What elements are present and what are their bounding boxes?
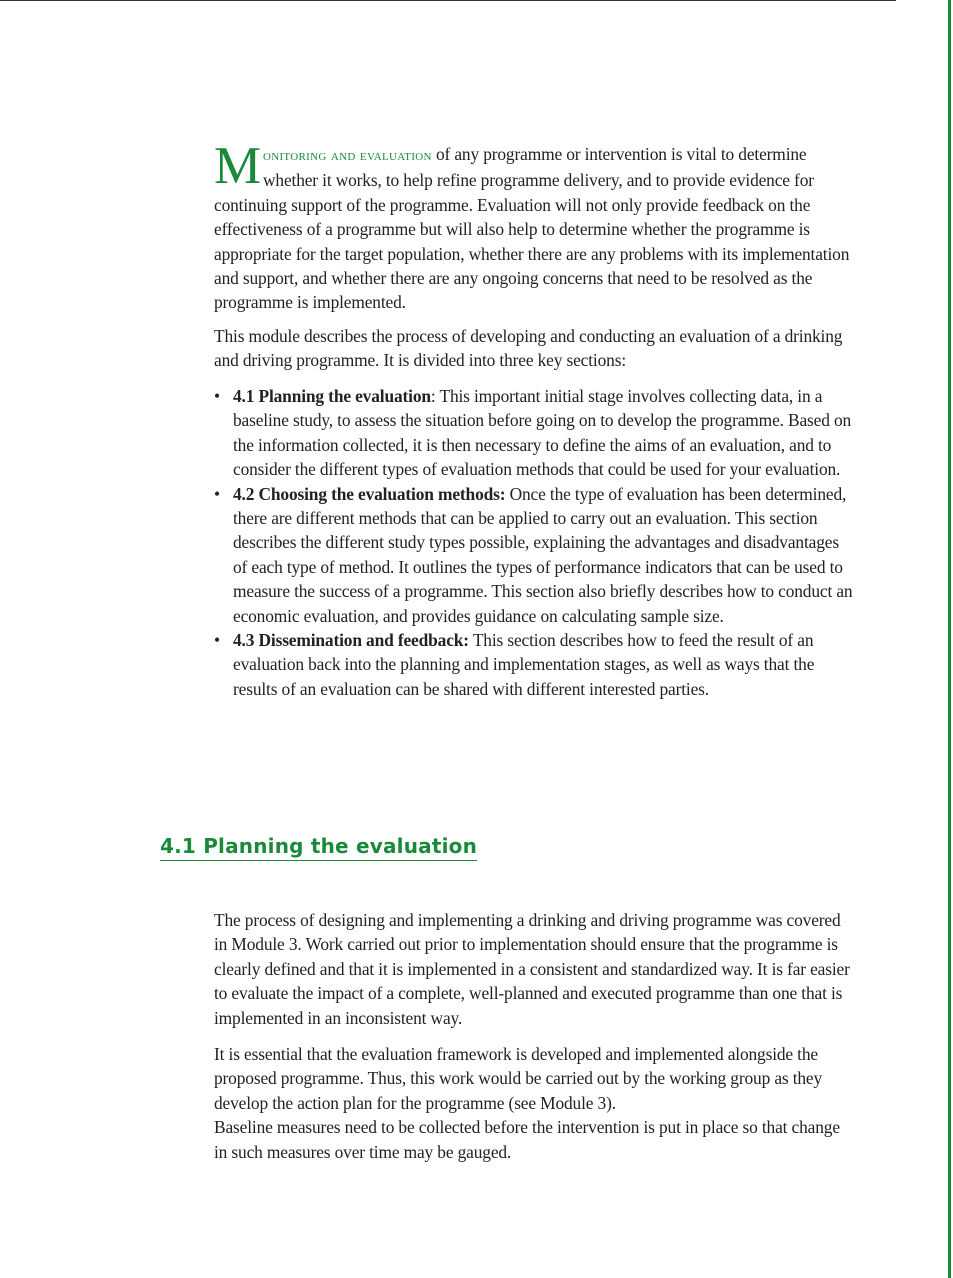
module-description	[214, 324, 854, 373]
essential-text-2: Baseline measures need to be collected before the intervention is put in place so that change in such measures over time may be gauged.	[214, 1117, 840, 1162]
process-paragraph	[214, 908, 854, 1030]
intro-lead-smallcaps: onitoring and evaluation	[262, 147, 432, 164]
section-text: This section describes how to feed the result of an evaluation back into the planning and implementation stages, as well as ways that the results of an evaluation can be shared with different interested parties.	[233, 630, 815, 699]
intro-paragraph	[214, 137, 854, 315]
page-edge-bar	[948, 0, 951, 1278]
module-description-text: This module describes the process of developing and conducting an evaluation of a drinking and driving programme. It is divided into three key sections:	[214, 326, 843, 371]
top-rule	[0, 0, 896, 1]
process-text: The process of designing and implementing a drinking and driving programme was covered in Module 3. Work carried out prior to implementation should ensure that the programme is clearly defined and that it is implemented in a consistent and standardized way. It is far easier to evaluate the impact of a complete, well-planned and executed programme than one that is implemented in an inconsistent way.	[214, 910, 850, 1028]
section-heading: 4.1 Planning the evaluation	[160, 832, 477, 861]
section-text: Once the type of evaluation has been determined, there are different methods that can be applied to carry out an evaluation. This section describes the different study types possible, explaining the advantages and disadvantages of each type of method. It outlines the types of performance indicators that can be used to measure the success of a programme. This section also briefly describes how to conduct an economic evaluation, and provides guidance on calculating sample size.	[233, 483, 853, 626]
bullet: •	[214, 483, 220, 504]
drop-cap: M	[214, 137, 261, 195]
essential-paragraph	[214, 1042, 854, 1164]
bullet: •	[214, 630, 220, 651]
essential-text-1: It is essential that the evaluation framework is developed and implemented alongside the proposed programme. Thus, this work would be carried out by the working group as they develop the action plan for the programme (see Module 3).	[214, 1044, 823, 1113]
bullet: •	[214, 386, 220, 406]
section-title: 4.1 Planning the evaluation	[233, 386, 431, 406]
list-item	[214, 384, 854, 482]
list-item	[214, 628, 854, 701]
section-text: : This important initial stage involves collecting data, in a baseline study, to assess the situation before going on to develop the programme. Based on the information collected, it is then necessary to define the aims of an evaluation, and to consider the different types of evaluation methods that could be used for your evaluation.	[233, 386, 852, 480]
list-item	[214, 482, 854, 628]
sections-list	[214, 384, 854, 701]
section-title: 4.3 Dissemination and feedback:	[233, 630, 469, 651]
section-title: 4.2 Choosing the evaluation methods:	[233, 483, 506, 504]
intro-text: of any programme or intervention is vital to determine whether it works, to help refine programme delivery, and to provide evidence for continuing support of the programme. Evaluation will not only provide feedback on the effectiveness of a programme but will also help to determine whether the programme is appropriate for the target population, whether there are any problems with its implementation and support, and whether there are any ongoing concerns that need to be resolved as the programme is implemented.	[214, 144, 850, 313]
